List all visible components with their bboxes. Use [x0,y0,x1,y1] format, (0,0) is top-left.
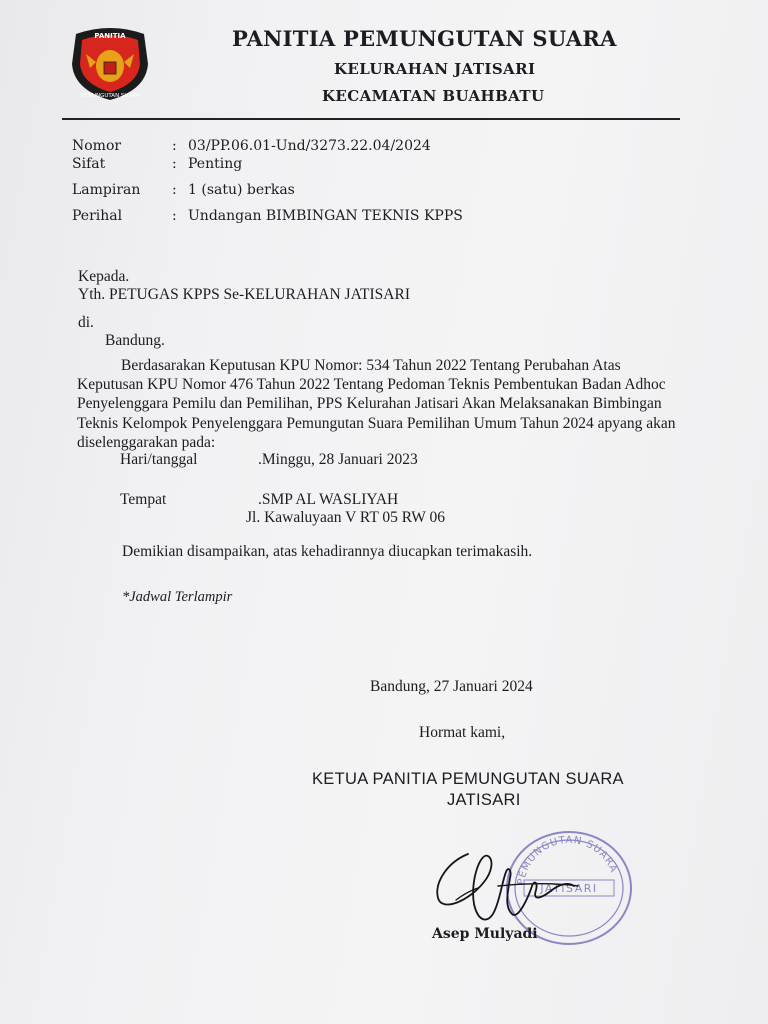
meta-value-perihal: Undangan BIMBINGAN TEKNIS KPPS [188,208,463,224]
kpu-logo [66,24,154,102]
meta-value-nomor: 03/PP.06.01-Und/3273.22.04/2024 [188,138,431,154]
meta-label-sifat: Sifat [72,156,106,172]
address-recipient: Yth. PETUGAS KPPS Se-KELURAHAN JATISARI [78,286,410,303]
meta-label-lampiran: Lampiran [72,182,141,198]
svg-text:PEMUNGUTAN SUARA: PEMUNGUTAN SUARA [516,834,620,886]
letterhead-title: PANITIA PEMUNGUTAN SUARA [232,26,617,51]
meta-label-nomor: Nomor [72,138,122,154]
signature-title: KETUA PANITIA PEMUNGUTAN SUARA [312,770,624,788]
letterhead-subtitle-kelurahan: KELURAHAN JATISARI [334,60,536,78]
event-place-address: Jl. Kawaluyaan V RT 05 RW 06 [246,509,445,526]
meta-colon: : [172,182,177,198]
signature-date: Bandung, 27 Januari 2024 [370,678,533,695]
signature-title-area: JATISARI [447,791,521,809]
meta-value-lampiran: 1 (satu) berkas [188,182,295,198]
letterhead-divider [62,118,680,120]
event-place-value: .SMP AL WASLIYAH [258,491,399,508]
meta-colon: : [172,138,177,154]
signatory-name: Asep Mulyadi [432,926,538,942]
body-paragraph-text: Berdasarakan Keputusan KPU Nomor: 534 Tahun 2022 Tentang Perubahan Atas Keputusan KPU Nomor 476 Tahun 2022 Tentang Pedoman Teknis Pembentukan Badan Adhoc Penyelenggara Pemilu dan Pemilihan, PPS Kelurahan Jatisari Akan Melaksanakan Bimbingan Teknis Kelompok Penyelenggara Pemungutan Suara Pemilihan Umum Tahun 2024 apyang akan diselenggarakan pada: [77,357,676,451]
address-city: Bandung. [105,332,165,349]
letterhead-subtitle-kecamatan: KECAMATAN BUAHBATU [322,87,545,105]
closing-sentence: Demikian disampaikan, atas kehadirannya diucapkan terimakasih. [122,543,533,560]
body-paragraph [77,356,679,452]
address-kepada: Kepada. [78,268,130,285]
event-day-label: Hari/tanggal [120,451,198,468]
event-day-value: .Minggu, 28 Januari 2023 [258,451,418,468]
address-di: di. [78,314,94,331]
svg-text:JATISARI: JATISARI [540,882,598,895]
meta-value-sifat: Penting [188,156,243,172]
meta-colon: : [172,208,177,224]
svg-text:PEMUNGUTAN SUARA: PEMUNGUTAN SUARA [80,93,140,99]
svg-text:PANITIA: PANITIA [94,32,126,40]
handwritten-signature [428,842,588,932]
schedule-note: *Jadwal Terlampir [122,589,233,605]
signature-greeting: Hormat kami, [419,724,506,741]
event-place-label: Tempat [120,491,167,508]
meta-colon: : [172,156,177,172]
meta-label-perihal: Perihal [72,208,123,224]
